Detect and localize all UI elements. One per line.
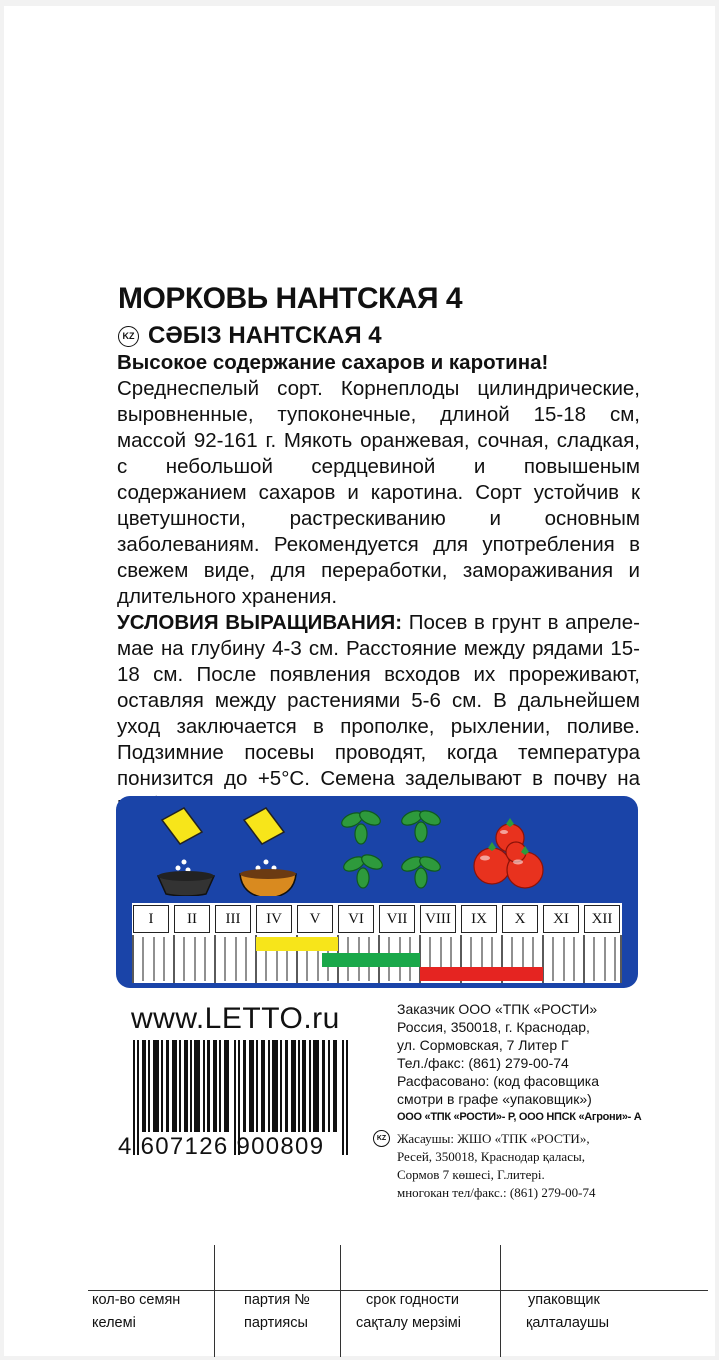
kz-language-badge: KZ — [118, 326, 139, 347]
month-cell: XII — [584, 905, 620, 933]
month-cell: X — [502, 905, 538, 933]
seed-count-label: кол-во семян — [92, 1292, 181, 1308]
growing-conditions — [117, 610, 640, 818]
manufacturer-kz-line: многокан тел/факс.: (861) 279-00-74 — [397, 1185, 596, 1200]
expiry-label-kz: сақталу мерзімі — [356, 1315, 461, 1331]
seedlings-icon — [336, 806, 446, 894]
manufacturer-line: Расфасовано: (код фасовщика — [397, 1073, 599, 1089]
manufacturer-info-kz — [397, 1130, 595, 1202]
batch-number-label-kz: партиясы — [244, 1315, 308, 1331]
manufacturer-kz-line: Сормов 7 көшесі, Г.литері. — [397, 1167, 545, 1182]
growing-conditions-text: Посев в грунт в апреле-мае на глубину 4-3 см. Расстояние между рядами 15-18 см. После появления всходов их прореживают, оставляя между растениями 5-6 см. В дальнейшем уход заключается в прополке, рыхлении, поливе. Подзимние посевы проводят, когда температура понизится до +5°С. Семена заделывают в почву на — [117, 611, 640, 790]
expiry-label: срок годности — [366, 1292, 459, 1308]
manufacturer-line: Заказчик ООО «ТПК «РОСТИ» — [397, 1001, 598, 1017]
packer-label: упаковщик — [528, 1292, 600, 1308]
product-title: МОРКОВЬ НАНТСКАЯ 4 — [118, 282, 463, 315]
month-cell: I — [133, 905, 169, 933]
product-title-kz — [118, 322, 382, 350]
packers-line: ООО «ТПК «РОСТИ»- Р, ООО НПСК «Агрони»- А — [397, 1111, 642, 1123]
seed-packet-pot-icon — [154, 806, 218, 896]
description-lead: Высокое содержание сахаров и каротина! — [117, 351, 549, 374]
sowing-pot-bar — [256, 937, 338, 951]
month-cell: V — [297, 905, 333, 933]
barcode-digits: 4 607126 900809 — [118, 1133, 325, 1160]
month-cell: IV — [256, 905, 292, 933]
manufacturer-line: ул. Сормовская, 7 Литер Г — [397, 1037, 569, 1053]
month-cell: III — [215, 905, 251, 933]
tomato-harvest-icon — [470, 814, 550, 894]
month-cell: VI — [338, 905, 374, 933]
seed-count-label-kz: келемі — [92, 1315, 136, 1331]
product-title-kz-text: СӘБІЗ НАНТСКАЯ 4 — [148, 322, 382, 349]
month-cell: II — [174, 905, 210, 933]
manufacturer-kz-line: Ресей, 350018, Краснодар қаласы, — [397, 1149, 585, 1164]
harvest-bar — [420, 967, 543, 981]
website-url[interactable]: www.LETTO.ru — [131, 1002, 340, 1035]
sowing-ground-bar — [322, 953, 420, 967]
month-cell: XI — [543, 905, 579, 933]
manufacturer-line: Тел./факс: (861) 279-00-74 — [397, 1055, 569, 1071]
month-cell: VIII — [420, 905, 456, 933]
sowing-calendar — [116, 796, 638, 988]
batch-number-label: партия № — [244, 1292, 310, 1308]
kz-language-badge: KZ — [373, 1130, 390, 1147]
manufacturer-kz-line: Жасаушы: ЖШО «ТПК «РОСТИ», — [397, 1131, 590, 1146]
seed-packet-pot-icon — [236, 806, 300, 896]
month-cell: IX — [461, 905, 497, 933]
month-cell: VII — [379, 905, 415, 933]
manufacturer-info-ru — [397, 1000, 657, 1126]
manufacturer-line: смотри в графе «упаковщик») — [397, 1091, 592, 1107]
product-description — [117, 350, 640, 818]
manufacturer-line: Россия, 350018, г. Краснодар, — [397, 1019, 590, 1035]
packer-label-kz: қалталаушы — [526, 1315, 610, 1331]
month-timeline — [132, 935, 622, 983]
month-grid — [132, 903, 622, 983]
description-body: Среднеспелый сорт. Корнеплоды цилиндрические, выровненные, тупоконечные, длиной 15-18 см, массой 92-161 г. Мякоть оранжевая, сочная, сладкая, с небольшой сердцевиной и повышеным содержанием сахаров и каротина. Сорт устойчив к цветушности, растрескиванию и основным заболеваниям. Рекомендуется для употребления в свежем виде, для переработки, замораживания и длительного хранения. — [117, 377, 640, 608]
growing-conditions-label: УСЛОВИЯ ВЫРАЩИВАНИЯ: — [117, 611, 403, 634]
